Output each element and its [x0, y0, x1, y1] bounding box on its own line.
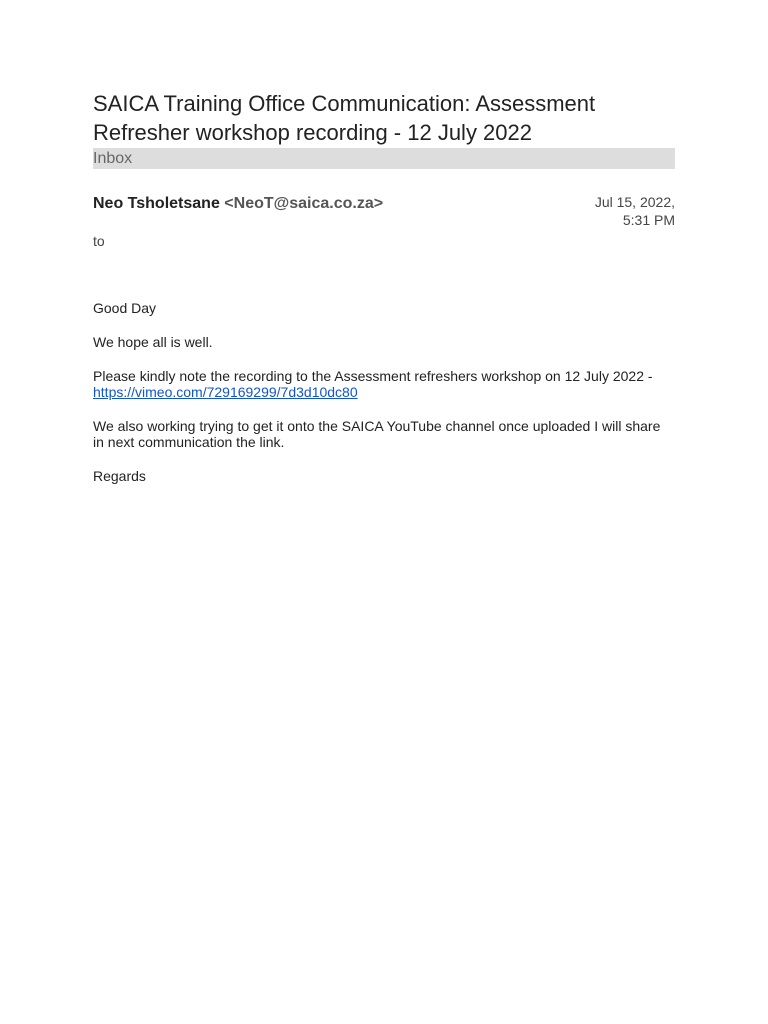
sender-email: <NeoT@saica.co.za>: [224, 195, 384, 212]
time-line: 5:31 PM: [622, 212, 675, 228]
body-paragraph: [93, 368, 675, 400]
email-header: [93, 193, 675, 229]
inbox-label[interactable]: Inbox: [93, 148, 675, 169]
recording-link[interactable]: https://vimeo.com/729169299/7d3d10dc80: [93, 384, 358, 400]
email-view: [93, 89, 675, 502]
email-body: [93, 300, 675, 484]
greeting: Good Day: [93, 300, 157, 316]
signoff: Regards: [93, 468, 146, 484]
body-text: Please kindly note the recording to the Assessment refreshers workshop on 12 July 2022 -: [93, 368, 653, 384]
sender-name: Neo Tsholetsane: [93, 195, 220, 212]
sender: [93, 194, 383, 214]
body-line: We hope all is well.: [93, 334, 213, 350]
email-subject: SAICA Training Office Communication: Assessment Refresher workshop recording - 12 July 2022: [93, 91, 596, 145]
date-line: Jul 15, 2022,: [594, 194, 675, 210]
body-paragraph: We also working trying to get it onto the SAICA YouTube channel once uploaded I will share in next communication the link.: [93, 418, 661, 450]
recipient-row: to: [93, 233, 105, 249]
email-date: [555, 193, 675, 229]
